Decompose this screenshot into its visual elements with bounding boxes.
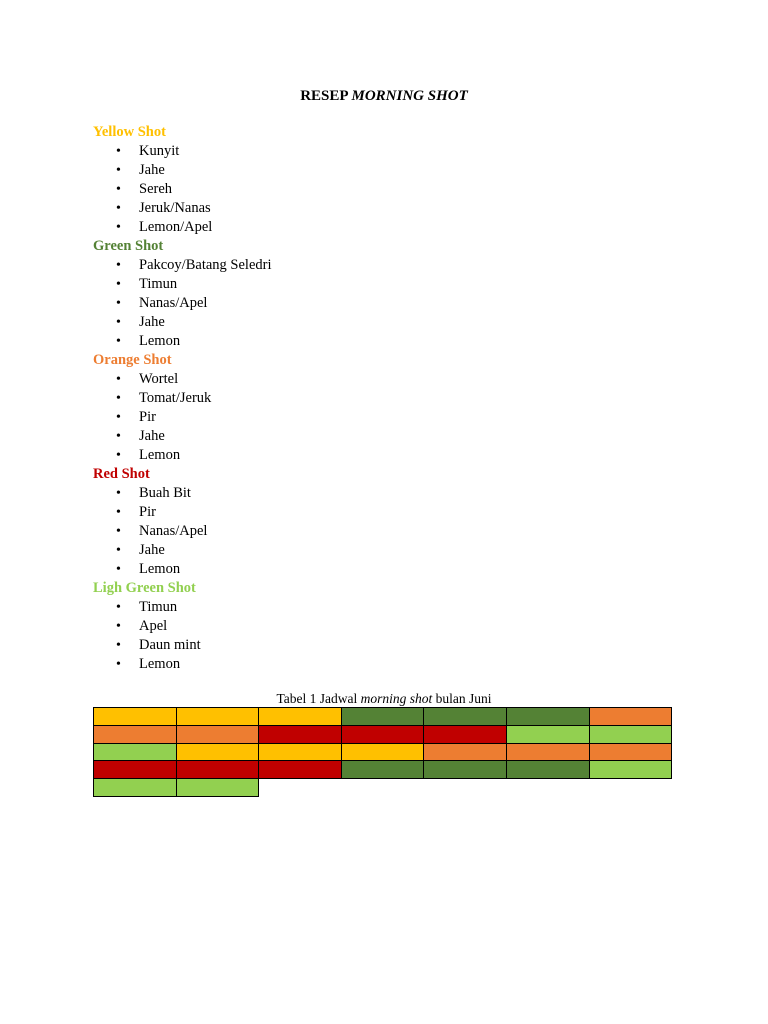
ingredient-label: Jahe: [139, 162, 165, 178]
bullet-icon: •: [116, 600, 121, 615]
ingredient-item: [93, 218, 693, 237]
bullet-icon: •: [116, 334, 121, 349]
ingredient-label: Pakcoy/Batang Seledri: [139, 257, 272, 273]
schedule-cell: [94, 761, 177, 779]
schedule-cell: [259, 708, 342, 726]
schedule-cell: [506, 725, 589, 743]
ingredient-item: [93, 294, 693, 313]
ingredient-label: Timun: [139, 599, 178, 615]
ingredient-label: Kunyit: [139, 143, 180, 159]
ingredient-label: Lemon: [139, 656, 181, 672]
ingredient-item: [93, 313, 693, 332]
schedule-cell: [424, 761, 507, 779]
bullet-icon: •: [116, 448, 121, 463]
title-emphasis: MORNING SHOT: [351, 88, 468, 104]
schedule-cell: [259, 725, 342, 743]
ingredient-label: Lemon/Apel: [139, 219, 213, 235]
ingredient-item: [93, 142, 693, 161]
schedule-cell: [424, 725, 507, 743]
ingredient-item: [93, 560, 693, 579]
schedule-cell: [259, 761, 342, 779]
recipe-list: [93, 123, 693, 674]
ingredient-item: [93, 332, 693, 351]
recipe-heading: Yellow Shot: [93, 124, 166, 140]
schedule-cell: [341, 725, 424, 743]
bullet-icon: •: [116, 543, 121, 558]
ingredient-label: Jahe: [139, 428, 165, 444]
ingredient-label: Jahe: [139, 314, 165, 330]
ingredient-item: [93, 275, 693, 294]
bullet-icon: •: [116, 163, 121, 178]
schedule-table: [93, 707, 672, 797]
recipe-heading: Ligh Green Shot: [93, 580, 196, 596]
bullet-icon: •: [116, 277, 121, 292]
bullet-icon: •: [116, 372, 121, 387]
schedule-cell: [589, 779, 672, 797]
caption-emphasis: morning shot: [360, 691, 433, 706]
bullet-icon: •: [116, 562, 121, 577]
schedule-row: [94, 779, 672, 797]
ingredient-label: Jahe: [139, 542, 165, 558]
bullet-icon: •: [116, 201, 121, 216]
bullet-icon: •: [116, 486, 121, 501]
ingredient-item: [93, 370, 693, 389]
schedule-cell: [176, 761, 259, 779]
schedule-cell: [259, 743, 342, 761]
bullet-icon: •: [116, 144, 121, 159]
ingredient-item: [93, 427, 693, 446]
schedule-cell: [506, 761, 589, 779]
schedule-row: [94, 725, 672, 743]
schedule-cell: [94, 708, 177, 726]
bullet-icon: •: [116, 258, 121, 273]
ingredient-list: [93, 142, 693, 237]
schedule-cell: [341, 708, 424, 726]
caption-prefix: Tabel 1 Jadwal: [276, 691, 361, 706]
schedule-cell: [341, 743, 424, 761]
bullet-icon: •: [116, 315, 121, 330]
ingredient-label: Timun: [139, 276, 178, 292]
bullet-icon: •: [116, 220, 121, 235]
ingredient-item: [93, 541, 693, 560]
ingredient-item: [93, 598, 693, 617]
schedule-cell: [589, 761, 672, 779]
schedule-cell: [341, 779, 424, 797]
ingredient-label: Nanas/Apel: [139, 295, 208, 311]
ingredient-item: [93, 408, 693, 427]
caption-suffix: bulan Juni: [432, 691, 492, 706]
ingredient-item: [93, 617, 693, 636]
schedule-cell: [94, 743, 177, 761]
bullet-icon: •: [116, 638, 121, 653]
schedule-row: [94, 743, 672, 761]
ingredient-list: [93, 484, 693, 579]
ingredient-item: [93, 256, 693, 275]
schedule-row: [94, 708, 672, 726]
bullet-icon: •: [116, 391, 121, 406]
schedule-cell: [424, 779, 507, 797]
schedule-cell: [589, 708, 672, 726]
ingredient-label: Buah Bit: [139, 485, 191, 501]
schedule-cell: [176, 779, 259, 797]
ingredient-label: Sereh: [139, 181, 173, 197]
schedule-cell: [94, 725, 177, 743]
schedule-cell: [424, 708, 507, 726]
ingredient-label: Lemon: [139, 333, 181, 349]
recipe-heading: Red Shot: [93, 466, 150, 482]
schedule-cell: [589, 743, 672, 761]
schedule-cell: [259, 779, 342, 797]
bullet-icon: •: [116, 410, 121, 425]
schedule-cell: [589, 725, 672, 743]
ingredient-item: [93, 446, 693, 465]
ingredient-item: [93, 655, 693, 674]
ingredient-item: [93, 522, 693, 541]
ingredient-item: [93, 199, 693, 218]
recipe-heading: Green Shot: [93, 238, 164, 254]
ingredient-list: [93, 256, 693, 351]
schedule-cell: [176, 725, 259, 743]
ingredient-label: Jeruk/Nanas: [139, 200, 211, 216]
ingredient-label: Apel: [139, 618, 168, 634]
bullet-icon: •: [116, 619, 121, 634]
ingredient-label: Lemon: [139, 447, 181, 463]
ingredient-label: Pir: [139, 504, 156, 520]
schedule-cell: [176, 708, 259, 726]
bullet-icon: •: [116, 182, 121, 197]
table-caption: [0, 690, 768, 708]
ingredient-label: Pir: [139, 409, 156, 425]
title-prefix: RESEP: [300, 88, 352, 104]
recipe-heading: Orange Shot: [93, 352, 172, 368]
ingredient-item: [93, 180, 693, 199]
bullet-icon: •: [116, 657, 121, 672]
bullet-icon: •: [116, 505, 121, 520]
bullet-icon: •: [116, 524, 121, 539]
schedule-row: [94, 761, 672, 779]
schedule-cell: [506, 708, 589, 726]
ingredient-item: [93, 389, 693, 408]
ingredient-item: [93, 636, 693, 655]
page-title: [0, 87, 768, 105]
ingredient-item: [93, 484, 693, 503]
ingredient-list: [93, 370, 693, 465]
schedule-cell: [506, 779, 589, 797]
bullet-icon: •: [116, 429, 121, 444]
ingredient-label: Lemon: [139, 561, 181, 577]
schedule-cell: [424, 743, 507, 761]
ingredient-item: [93, 503, 693, 522]
ingredient-label: Nanas/Apel: [139, 523, 208, 539]
ingredient-label: Daun mint: [139, 637, 201, 653]
ingredient-label: Tomat/Jeruk: [139, 390, 212, 406]
schedule-cell: [94, 779, 177, 797]
schedule-cell: [506, 743, 589, 761]
ingredient-item: [93, 161, 693, 180]
ingredient-list: [93, 598, 693, 674]
bullet-icon: •: [116, 296, 121, 311]
ingredient-label: Wortel: [139, 371, 179, 387]
schedule-cell: [176, 743, 259, 761]
schedule-cell: [341, 761, 424, 779]
